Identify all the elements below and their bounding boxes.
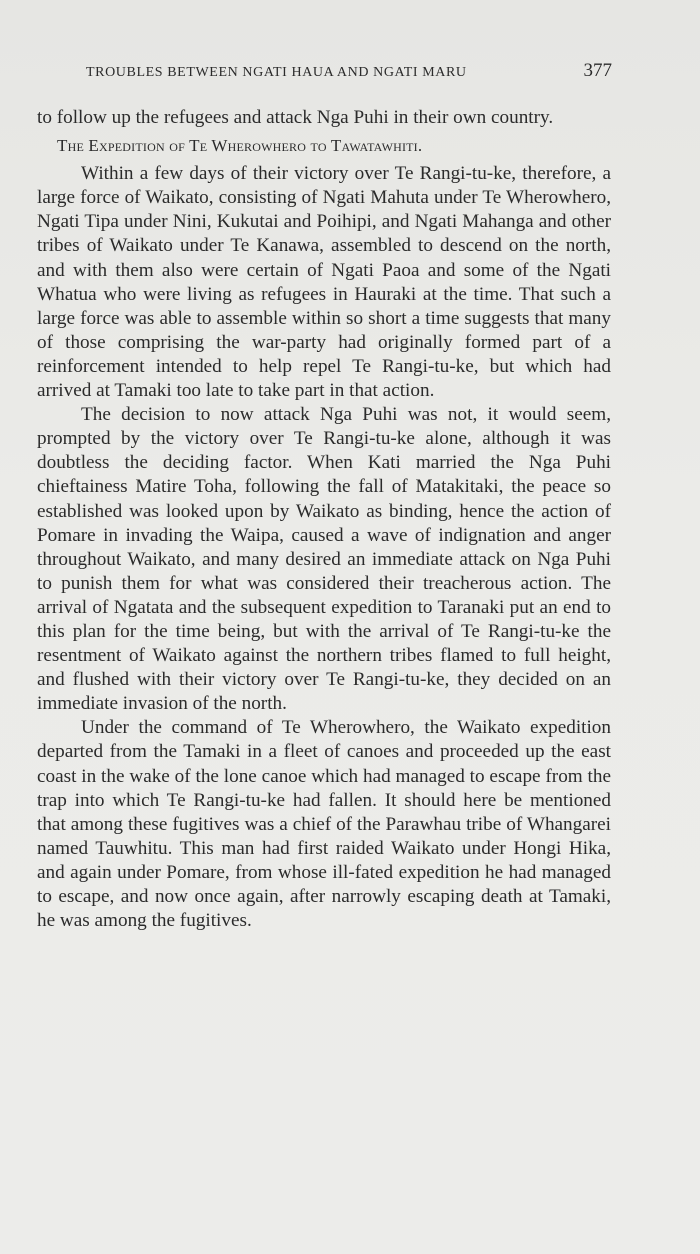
continuation-paragraph: to follow up the refugees and attack Nga Puhi in their own country. <box>37 107 554 128</box>
page-number: 377 <box>583 60 612 81</box>
section-heading: The Expedition of Te Wherowhero to Tawatawhiti. <box>57 136 423 156</box>
paragraph-2: The decision to now attack Nga Puhi was not, it would seem, prompted by the victory over Te Rangi-tu-ke alone, although it was doubtless the deciding factor. When Kati married the Nga Puhi chieftainess Matire Toha, following the fall of Matakitaki, the peace so established was looked upon by Waikato as binding, hence the action of Pomare in invading the Waipa, caused a wave of indignation and anger throughout Waikato, and many desired an immediate attack on Nga Puhi to punish them for what was considered their treacherous action. The arrival of Ngatata and the subsequent expedition to Taranaki put an end to this plan for the time being, but with the arrival of Te Rangi-tu-ke the resentment of Waikato against the northern tribes flamed to full height, and flushed with their victory over Te Rangi-tu-ke, they decided on an immediate invasion of the north. <box>37 404 611 715</box>
paragraph-1: Within a few days of their victory over Te Rangi-tu-ke, therefore, a large force of Waikato, consisting of Ngati Mahuta under Te Wherowhero, Ngati Tipa under Nini, Kukutai and Poihipi, and Ngati Mahanga and other tribes of Waikato under Te Kanawa, assembled to descend on the north, and with them also were certain of Ngati Paoa and some of the Ngati Whatua who were living as refugees in Hauraki at the time. That such a large force was able to assemble within so short a time suggests that many of those comprising the war-party had originally formed part of a reinforcement intended to help repel Te Rangi-tu-ke, but which had arrived at Tamaki too late to take part in that action. <box>37 163 611 402</box>
running-header <box>86 60 612 82</box>
chapter-title: TROUBLES BETWEEN NGATI HAUA AND NGATI MARU <box>86 65 467 80</box>
body-text <box>37 106 611 933</box>
paragraph-3: Under the command of Te Wherowhero, the Waikato expedition departed from the Tamaki in a fleet of canoes and proceeded up the east coast in the wake of the lone canoe which had managed to escape from the trap into which Te Rangi-tu-ke had fallen. It should here be mentioned that among these fugitives was a chief of the Parawhau tribe of Whangarei named Tauwhitu. This man had first raided Waikato under Hongi Hika, and again under Pomare, from whose ill-fated expedition he had managed to escape, and now once again, after narrowly escaping death at Tamaki, he was among the fugitives. <box>37 717 611 932</box>
